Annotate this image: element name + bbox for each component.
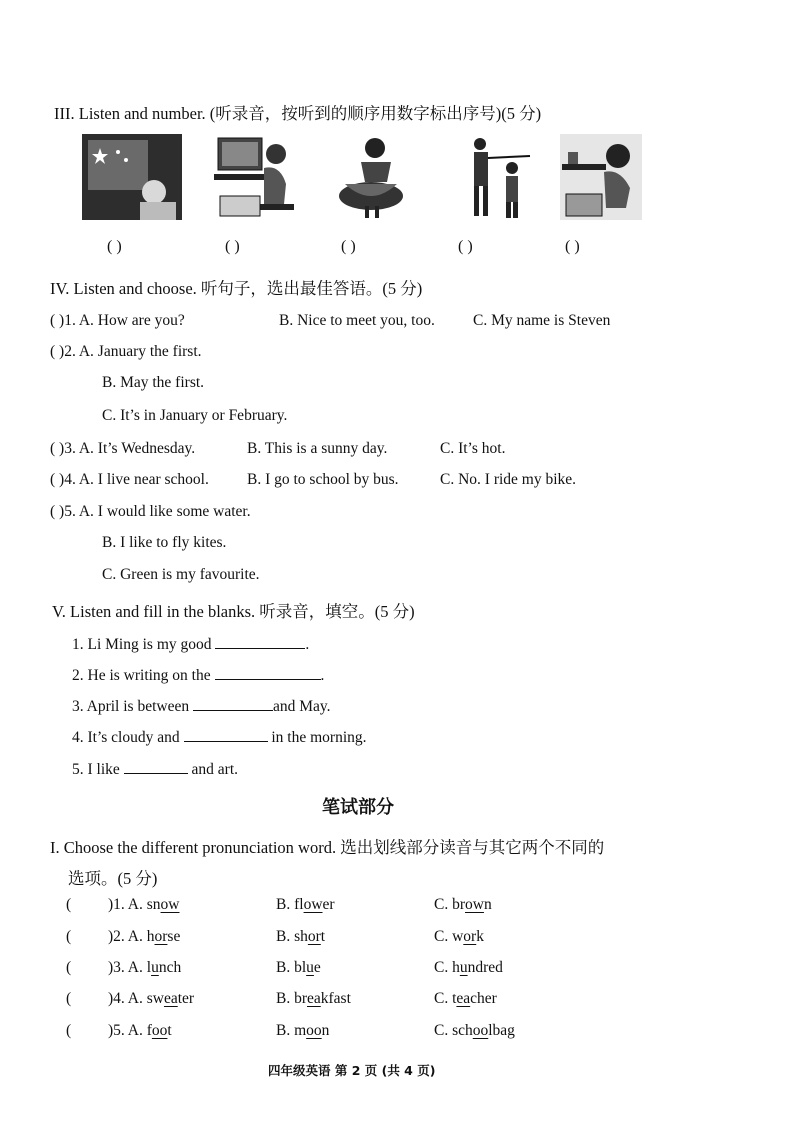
row-1-option-b xyxy=(276,896,335,914)
row-number: )5. A. xyxy=(108,1022,147,1039)
row-5-option-a xyxy=(108,1022,172,1040)
word-c-underlined: ow xyxy=(465,896,484,913)
word-c-post: n xyxy=(483,896,492,913)
written-section-1-title-cont: 选项。(5 分) xyxy=(68,869,158,888)
written-part-title: 笔试部分 xyxy=(322,797,394,818)
row-5-paren xyxy=(66,1022,71,1040)
q3-option-c: C. It’s hot. xyxy=(440,440,506,457)
page-footer: 四年级英语 第 2 页 (共 4 页) xyxy=(268,1063,436,1078)
blank-sentence-4 xyxy=(72,727,367,747)
word-b-post: er xyxy=(322,896,335,913)
row-1-paren xyxy=(66,896,71,914)
q3-option-b: B. This is a sunny day. xyxy=(247,440,388,457)
blank-4[interactable] xyxy=(184,727,268,742)
q5-option-c: C. Green is my favourite. xyxy=(102,566,260,583)
section-4-title: IV. Listen and choose. 听句子，选出最佳答语。(5 分) xyxy=(50,279,423,298)
word-c-underlined: oo xyxy=(472,1022,489,1039)
blank-5[interactable] xyxy=(124,759,188,774)
word-c-pre: C. w xyxy=(434,928,464,945)
row-1-option-c xyxy=(434,896,492,914)
word-a-underlined: or xyxy=(154,928,168,945)
answer-paren-2[interactable]: ( ) xyxy=(225,238,240,255)
word-a-underlined: u xyxy=(151,959,159,976)
answer-paren-open[interactable]: ( xyxy=(66,928,72,945)
word-b-pre: B. bl xyxy=(276,959,307,976)
word-a-post: t xyxy=(167,1022,172,1039)
row-4-option-a xyxy=(108,990,194,1008)
word-c-underlined: or xyxy=(463,928,477,945)
sentence-2-text: 2. He is writing on the xyxy=(72,667,211,684)
picture-night-window xyxy=(82,134,182,220)
sentence-5-text: 5. I like xyxy=(72,761,120,778)
q4-option-b: B. I go to school by bus. xyxy=(247,471,399,488)
picture-measuring-height xyxy=(466,134,536,220)
word-c-pre: C. br xyxy=(434,896,465,913)
word-c-pre: C. sch xyxy=(434,1022,473,1039)
row-2-option-b xyxy=(276,928,325,946)
row-3-paren xyxy=(66,959,71,977)
answer-paren-5[interactable]: ( ) xyxy=(565,238,580,255)
word-c-post: lbag xyxy=(488,1022,515,1039)
word-c-post: cher xyxy=(470,990,497,1007)
q4-option-a: ( )4. A. I live near school. xyxy=(50,471,209,488)
blank-1[interactable] xyxy=(215,634,305,649)
word-b-underlined: ea xyxy=(307,990,321,1007)
row-4-paren xyxy=(66,990,71,1008)
row-number: )4. A. xyxy=(108,990,147,1007)
q1-option-b: B. Nice to meet you, too. xyxy=(279,312,435,329)
answer-paren-1[interactable]: ( ) xyxy=(107,238,122,255)
q4-option-c: C. No. I ride my bike. xyxy=(440,471,577,488)
word-b-pre: B. fl xyxy=(276,896,304,913)
sentence-5-end: and art. xyxy=(191,761,239,778)
word-b-underlined: u xyxy=(306,959,314,976)
answer-paren-3[interactable]: ( ) xyxy=(341,238,356,255)
row-3-option-a xyxy=(108,959,181,977)
word-a-post: ter xyxy=(177,990,195,1007)
row-2-option-c xyxy=(434,928,484,946)
word-b-underlined: ow xyxy=(303,896,323,913)
row-3-option-c xyxy=(434,959,503,977)
answer-paren-open[interactable]: ( xyxy=(66,896,72,913)
word-b-underlined: or xyxy=(307,928,321,945)
row-4-option-c xyxy=(434,990,497,1008)
q5-option-b: B. I like to fly kites. xyxy=(102,534,227,551)
answer-paren-open[interactable]: ( xyxy=(66,990,72,1007)
word-a-pre: sn xyxy=(146,896,161,913)
row-5-option-b xyxy=(276,1022,329,1040)
q1-option-c: C. My name is Steven xyxy=(473,312,611,329)
row-number: )1. A. xyxy=(108,896,147,913)
q2-option-a: ( )2. A. January the first. xyxy=(50,343,202,360)
row-4-option-b xyxy=(276,990,351,1008)
q5-option-a: ( )5. A. I would like some water. xyxy=(50,503,251,520)
blank-sentence-2 xyxy=(72,665,324,685)
row-1-option-a xyxy=(108,896,180,914)
word-b-post: kfast xyxy=(320,990,351,1007)
word-c-underlined: ea xyxy=(456,990,471,1007)
word-c-post: ndred xyxy=(467,959,503,976)
word-a-post: nch xyxy=(158,959,182,976)
word-b-pre: B. br xyxy=(276,990,307,1007)
blank-sentence-3 xyxy=(72,696,331,716)
blank-2[interactable] xyxy=(215,665,321,680)
word-a-pre: f xyxy=(146,1022,152,1039)
row-number: )2. A. xyxy=(108,928,147,945)
word-b-pre: B. m xyxy=(276,1022,307,1039)
picture-computer-boy xyxy=(214,134,300,220)
word-b-post: e xyxy=(313,959,321,976)
word-a-underlined: ow xyxy=(160,896,180,913)
blank-sentence-5 xyxy=(72,759,238,779)
blank-3[interactable] xyxy=(193,696,273,711)
blank-sentence-1 xyxy=(72,634,309,654)
word-a-underlined: ea xyxy=(163,990,178,1007)
picture-girl-at-desk xyxy=(560,134,642,220)
answer-paren-open[interactable]: ( xyxy=(66,959,72,976)
row-5-option-c xyxy=(434,1022,515,1040)
sentence-4-text: 4. It’s cloudy and xyxy=(72,729,180,746)
sentence-2-end: . xyxy=(320,667,325,684)
word-a-pre: l xyxy=(146,959,152,976)
word-b-underlined: oo xyxy=(306,1022,322,1039)
row-2-paren xyxy=(66,928,71,946)
written-section-1-title: I. Choose the different pronunciation word. 选出划线部分读音与其它两个不同的 xyxy=(50,838,605,857)
picture-girl-dancing xyxy=(335,134,405,220)
word-a-post: se xyxy=(167,928,181,945)
sentence-4-end: in the morning. xyxy=(271,729,367,746)
word-a-pre: sw xyxy=(146,990,164,1007)
answer-paren-4[interactable]: ( ) xyxy=(458,238,473,255)
word-a-pre: h xyxy=(146,928,155,945)
sentence-3-end: and May. xyxy=(272,698,331,715)
q1-option-a: ( )1. A. How are you? xyxy=(50,312,185,329)
word-a-underlined: oo xyxy=(151,1022,168,1039)
sentence-3-text: 3. April is between xyxy=(72,698,190,715)
q2-option-b: B. May the first. xyxy=(102,374,205,391)
word-c-post: k xyxy=(476,928,484,945)
word-b-pre: B. sh xyxy=(276,928,308,945)
sentence-1-end: . xyxy=(305,636,310,653)
word-c-underlined: u xyxy=(459,959,468,976)
row-3-option-b xyxy=(276,959,321,977)
row-number: )3. A. xyxy=(108,959,147,976)
q3-option-a: ( )3. A. It’s Wednesday. xyxy=(50,440,196,457)
word-c-pre: C. t xyxy=(434,990,457,1007)
row-2-option-a xyxy=(108,928,180,946)
answer-paren-open[interactable]: ( xyxy=(66,1022,72,1039)
word-b-post: t xyxy=(320,928,326,945)
sentence-1-text: 1. Li Ming is my good xyxy=(72,636,212,653)
section-5-title: V. Listen and fill in the blanks. 听录音，填空。(5 分) xyxy=(52,602,415,621)
word-b-post: n xyxy=(321,1022,330,1039)
section-3-title: III. Listen and number. (听录音，按听到的顺序用数字标出序号)(5 分) xyxy=(54,104,542,123)
word-c-pre: C. h xyxy=(434,959,460,976)
q2-option-c: C. It’s in January or February. xyxy=(102,407,288,424)
